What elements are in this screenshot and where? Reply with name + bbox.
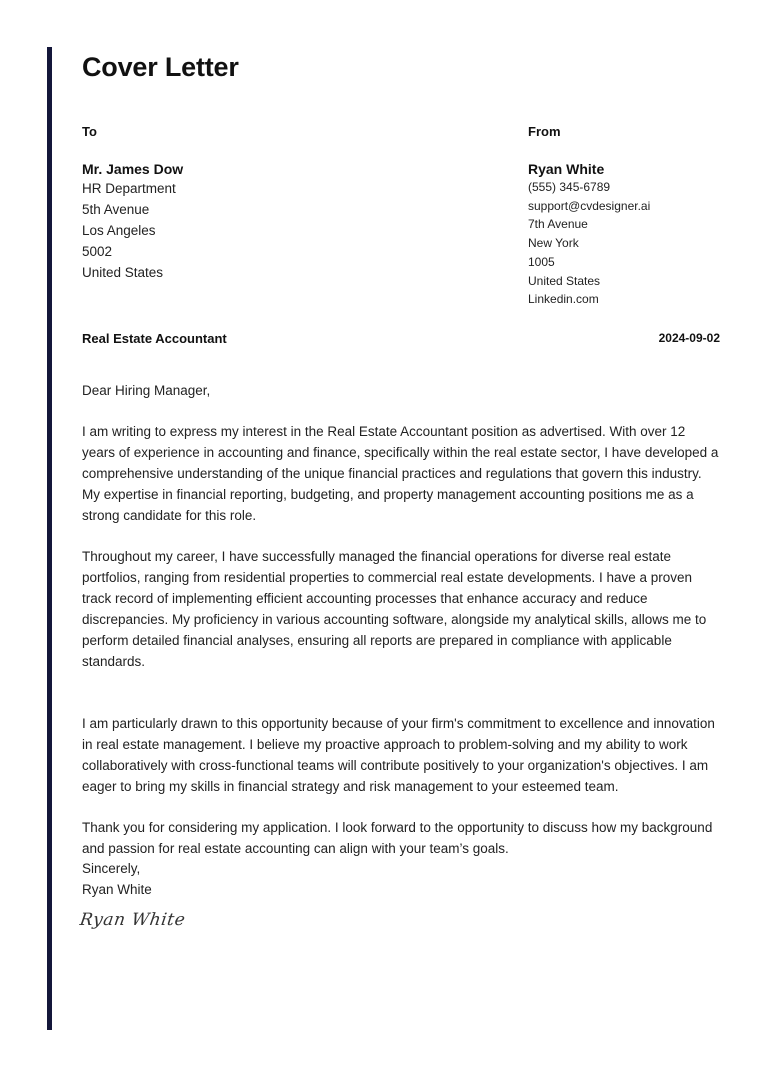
sender-street: 7th Avenue [528,217,588,232]
sender-city: New York [528,236,579,251]
sender-block [528,124,728,309]
letter-date: 2024-09-02 [658,331,720,345]
salutation: Dear Hiring Manager, [82,383,211,398]
recipient-block [82,124,422,283]
job-title: Real Estate Accountant [82,331,227,346]
sender-contact [528,178,728,309]
from-label: From [528,124,561,139]
closing [82,858,152,900]
recipient-address-line: 5th Avenue [82,202,150,217]
body-paragraph: I am particularly drawn to this opportunity because of your firm's commitment to excellence and innovation in real estate management. I believe my proactive approach to problem-solving and my ability to work collaboratively with cross-functional teams will contribute positively to your organization's objectives. I am eager to bring my skills in financial strategy and risk management to your esteemed team. [82,716,715,794]
accent-bar [47,47,52,1030]
page-title: Cover Letter [82,52,239,82]
signature: Ryan White [78,910,187,930]
closing-name: Ryan White [82,882,152,897]
sender-linkedin: Linkedin.com [528,292,599,307]
body-paragraph: I am writing to express my interest in the Real Estate Accountant position as advertised. With over 12 years of experience in accounting and finance, specifically within the real estate sector, I have developed a comprehensive understanding of the unique financial practices and regulations that govern this industry. My expertise in financial reporting, budgeting, and property management accounting positions me as a strong candidate for this role. [82,424,719,523]
recipient-address [82,178,422,283]
recipient-address-line: Los Angeles [82,223,156,238]
recipient-name: Mr. James Dow [82,161,184,177]
sender-email: support@cvdesigner.ai [528,198,651,213]
sender-name: Ryan White [528,161,605,177]
recipient-address-line: 5002 [82,244,113,259]
recipient-address-line: HR Department [82,181,176,196]
sender-postal-code: 1005 [528,254,555,269]
valediction: Sincerely, [82,861,141,876]
recipient-address-line: United States [82,265,164,280]
letter-body [82,380,722,879]
body-paragraph: Throughout my career, I have successfully managed the financial operations for diverse real estate portfolios, ranging from residential properties to commercial real estate developments. I have a proven track record of implementing efficient accounting processes that enhance accuracy and reduce discrepancies. My proficiency in various accounting software, alongside my analytical skills, allows me to perform detailed financial analyses, ensuring all reports are prepared in compliance with applicable standards. [82,549,707,669]
sender-country: United States [528,273,601,288]
body-paragraph: Thank you for considering my application. I look forward to the opportunity to discuss how my background and passion for real estate accounting can align with your team’s goals. [82,820,713,856]
sender-phone: (555) 345-6789 [528,180,611,194]
to-label: To [82,124,97,139]
